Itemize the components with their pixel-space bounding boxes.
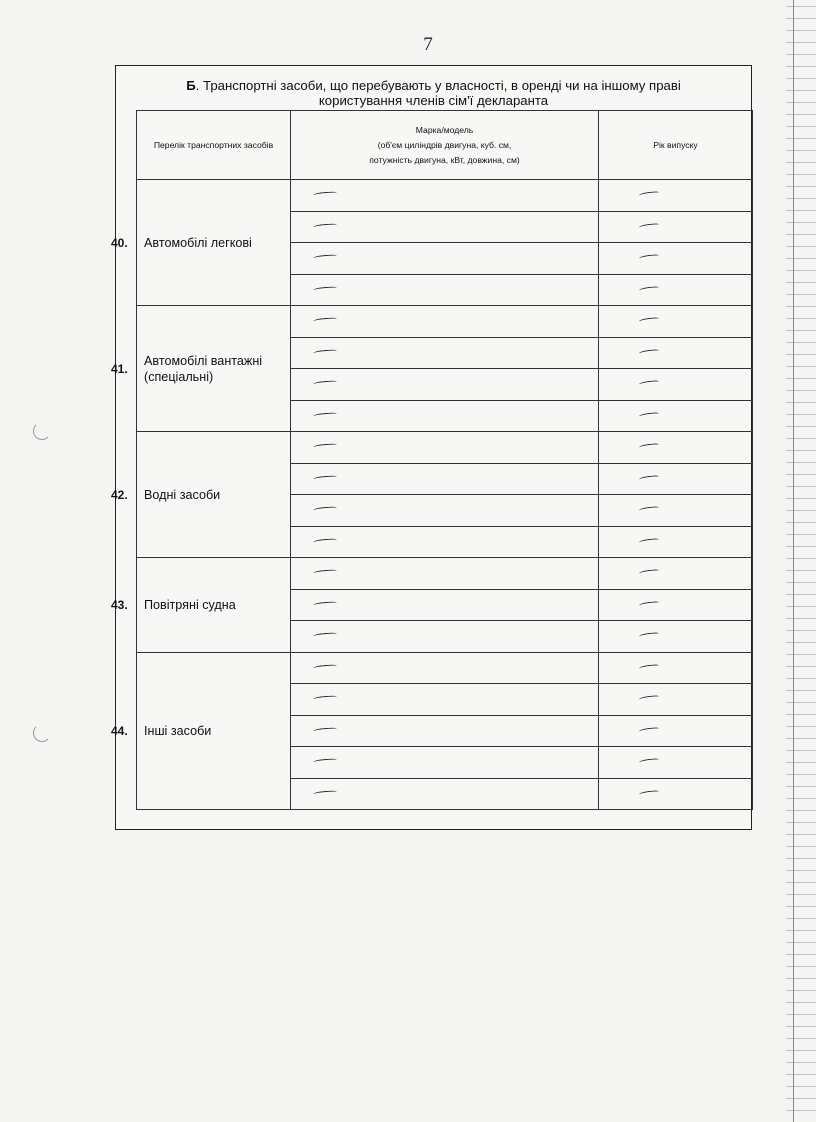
empty-entry-dash bbox=[313, 790, 337, 796]
empty-entry-dash bbox=[313, 349, 337, 355]
empty-entry-dash bbox=[639, 695, 659, 701]
year-entry-cell[interactable] bbox=[599, 684, 753, 716]
year-entry-cell[interactable] bbox=[599, 369, 753, 401]
category-cell bbox=[111, 306, 291, 432]
model-entry-cell[interactable] bbox=[291, 621, 599, 653]
header-year: Рік випуску bbox=[599, 111, 753, 180]
year-entry-cell[interactable] bbox=[599, 558, 753, 590]
year-entry-cell[interactable] bbox=[599, 652, 753, 684]
empty-entry-dash bbox=[639, 285, 659, 291]
declaration-section-b bbox=[111, 65, 752, 830]
empty-entry-dash bbox=[639, 600, 659, 606]
year-entry-cell[interactable] bbox=[599, 306, 753, 338]
year-entry-cell[interactable] bbox=[599, 274, 753, 306]
margin-perforation bbox=[786, 0, 816, 1122]
empty-entry-dash bbox=[639, 191, 659, 197]
header-category: Перелік транспортних засобів bbox=[137, 111, 291, 180]
empty-entry-dash bbox=[639, 443, 659, 449]
punch-hole bbox=[33, 422, 51, 440]
empty-entry-dash bbox=[639, 380, 659, 386]
model-entry-cell[interactable] bbox=[291, 337, 599, 369]
empty-entry-dash bbox=[313, 254, 337, 260]
category-label: Автомобілі вантажні (спеціальні) bbox=[144, 353, 263, 384]
year-entry-cell[interactable] bbox=[599, 747, 753, 779]
model-entry-cell[interactable] bbox=[291, 211, 599, 243]
table-header-row bbox=[137, 111, 753, 180]
model-entry-cell[interactable] bbox=[291, 715, 599, 747]
year-entry-cell[interactable] bbox=[599, 337, 753, 369]
year-entry-cell[interactable] bbox=[599, 400, 753, 432]
header-model-line1: Марка/модель bbox=[415, 124, 474, 135]
category-cell bbox=[111, 180, 291, 306]
empty-entry-dash bbox=[313, 223, 337, 229]
empty-entry-dash bbox=[313, 758, 337, 764]
year-entry-cell[interactable] bbox=[599, 463, 753, 495]
model-entry-cell[interactable] bbox=[291, 558, 599, 590]
empty-entry-dash bbox=[313, 506, 337, 512]
model-entry-cell[interactable] bbox=[291, 243, 599, 275]
empty-entry-dash bbox=[313, 191, 337, 197]
empty-entry-dash bbox=[639, 537, 659, 543]
header-model-line3: потужність двигуна, кВт, довжина, см) bbox=[369, 154, 520, 165]
header-model bbox=[291, 111, 599, 180]
empty-entry-dash bbox=[313, 286, 337, 292]
category-label: Автомобілі легкові bbox=[144, 235, 252, 250]
model-entry-cell[interactable] bbox=[291, 747, 599, 779]
year-entry-cell[interactable] bbox=[599, 180, 753, 212]
page-number: 7 bbox=[423, 34, 433, 55]
section-title-line2: користування членів сім'ї декларанта bbox=[318, 93, 549, 108]
model-entry-cell[interactable] bbox=[291, 778, 599, 810]
year-entry-cell[interactable] bbox=[599, 715, 753, 747]
category-cell bbox=[111, 652, 291, 810]
empty-entry-dash bbox=[639, 569, 659, 575]
empty-entry-dash bbox=[313, 727, 337, 733]
category-number: 40. bbox=[111, 235, 128, 250]
empty-entry-dash bbox=[639, 506, 659, 512]
empty-entry-dash bbox=[313, 412, 337, 418]
empty-entry-dash bbox=[639, 789, 659, 795]
empty-entry-dash bbox=[313, 569, 337, 575]
model-entry-cell[interactable] bbox=[291, 589, 599, 621]
model-entry-cell[interactable] bbox=[291, 180, 599, 212]
category-number: 44. bbox=[111, 723, 128, 738]
category-number: 41. bbox=[111, 361, 128, 376]
model-entry-cell[interactable] bbox=[291, 652, 599, 684]
year-entry-cell[interactable] bbox=[599, 778, 753, 810]
model-entry-cell[interactable] bbox=[291, 400, 599, 432]
empty-entry-dash bbox=[639, 317, 659, 323]
empty-entry-dash bbox=[313, 538, 337, 544]
empty-entry-dash bbox=[639, 254, 659, 260]
section-title bbox=[116, 78, 751, 108]
empty-entry-dash bbox=[313, 632, 337, 638]
punch-hole bbox=[33, 724, 51, 742]
empty-entry-dash bbox=[639, 632, 659, 638]
category-cell bbox=[111, 432, 291, 558]
section-label: Б bbox=[186, 78, 196, 93]
empty-entry-dash bbox=[639, 663, 659, 669]
section-title-text: . Транспортні засоби, що перебувають у власності, в оренді чи на іншому праві bbox=[195, 78, 681, 93]
empty-entry-dash bbox=[313, 475, 337, 481]
category-number: 43. bbox=[111, 597, 128, 612]
empty-entry-dash bbox=[639, 474, 659, 480]
category-label: Повітряні судна bbox=[144, 597, 236, 612]
empty-entry-dash bbox=[313, 695, 337, 701]
empty-entry-dash bbox=[639, 726, 659, 732]
year-entry-cell[interactable] bbox=[599, 495, 753, 527]
empty-entry-dash bbox=[639, 348, 659, 354]
empty-entry-dash bbox=[313, 664, 337, 670]
empty-entry-dash bbox=[313, 601, 337, 607]
category-number: 42. bbox=[111, 487, 128, 502]
category-label: Інші засоби bbox=[144, 723, 212, 738]
model-entry-cell[interactable] bbox=[291, 684, 599, 716]
table-row bbox=[137, 306, 753, 338]
empty-entry-dash bbox=[313, 380, 337, 386]
model-entry-cell[interactable] bbox=[291, 463, 599, 495]
category-cell bbox=[111, 558, 291, 653]
model-entry-cell[interactable] bbox=[291, 306, 599, 338]
model-entry-cell[interactable] bbox=[291, 526, 599, 558]
empty-entry-dash bbox=[313, 317, 337, 323]
year-entry-cell[interactable] bbox=[599, 526, 753, 558]
margin-line bbox=[793, 0, 794, 1122]
year-entry-cell[interactable] bbox=[599, 432, 753, 464]
empty-entry-dash bbox=[313, 443, 337, 449]
empty-entry-dash bbox=[639, 411, 659, 417]
table-row bbox=[137, 652, 753, 684]
header-model-line2: (об'єм циліндрів двигуна, куб. см, bbox=[377, 139, 512, 150]
year-entry-cell[interactable] bbox=[599, 243, 753, 275]
table-row bbox=[137, 558, 753, 590]
model-entry-cell[interactable] bbox=[291, 369, 599, 401]
year-entry-cell[interactable] bbox=[599, 211, 753, 243]
table-row bbox=[137, 180, 753, 212]
model-entry-cell[interactable] bbox=[291, 495, 599, 527]
year-entry-cell[interactable] bbox=[599, 621, 753, 653]
vehicles-table bbox=[111, 110, 753, 810]
empty-entry-dash bbox=[639, 222, 659, 228]
table-row bbox=[137, 432, 753, 464]
year-entry-cell[interactable] bbox=[599, 589, 753, 621]
empty-entry-dash bbox=[639, 758, 659, 764]
model-entry-cell[interactable] bbox=[291, 432, 599, 464]
category-label: Водні засоби bbox=[144, 487, 221, 502]
model-entry-cell[interactable] bbox=[291, 274, 599, 306]
